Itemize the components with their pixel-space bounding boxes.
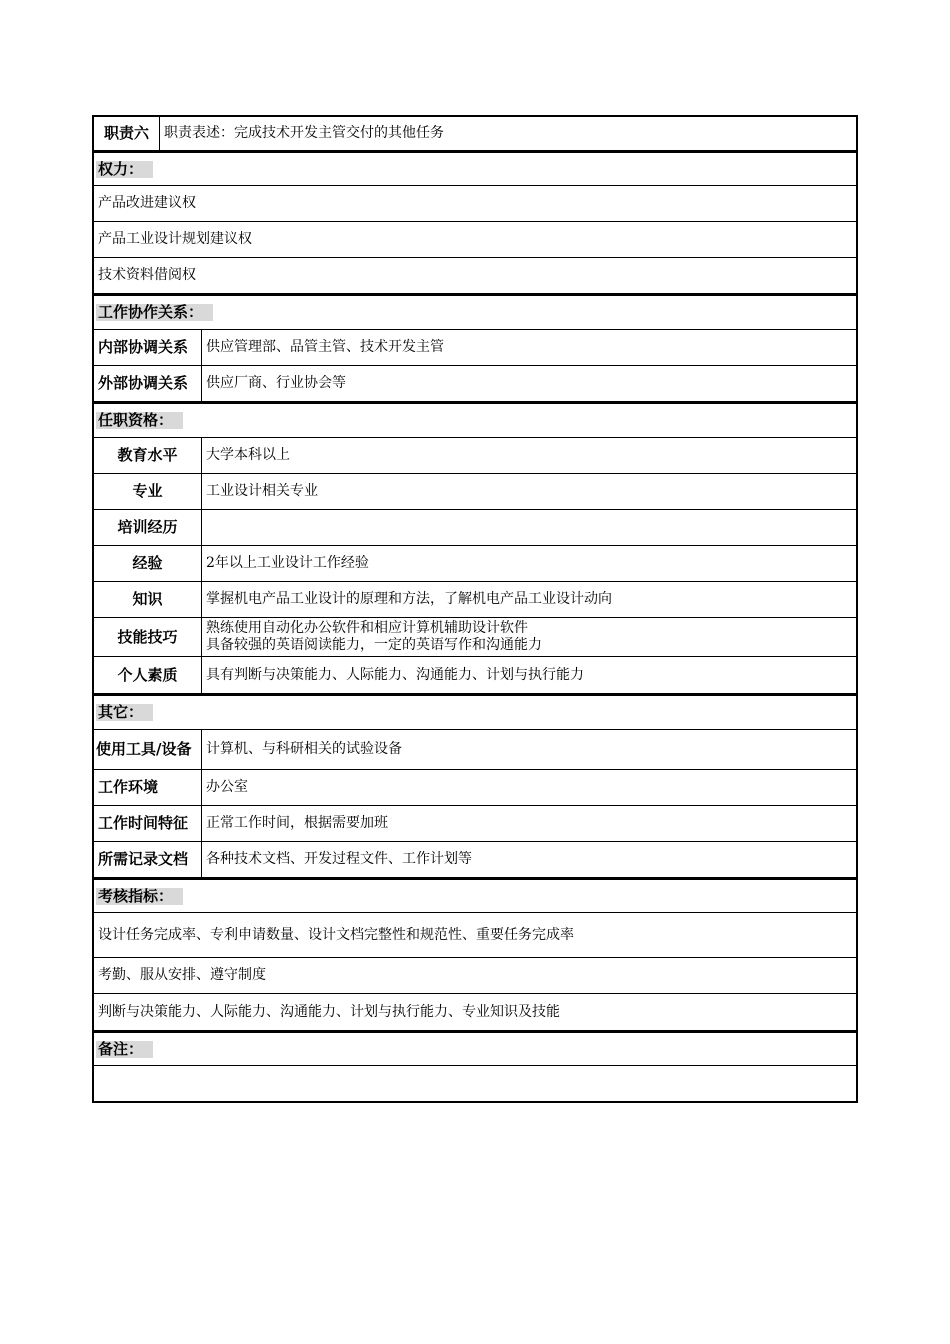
environment-value: 办公室 [206,779,248,795]
work-time-value: 正常工作时间，根据需要加班 [206,815,388,831]
knowledge-value: 掌握机电产品工业设计的原理和方法，了解机电产品工业设计动向 [206,591,612,607]
education-value: 大学本科以上 [206,447,290,463]
remarks-value [94,1066,856,1101]
experience-label: 经验 [94,546,202,581]
power-item-row [94,222,856,258]
external-relation-value: 供应厂商、行业协会等 [206,375,346,391]
remarks-heading-row [94,1031,856,1066]
remarks-row [94,1066,856,1103]
duty-row [94,115,856,151]
job-description-table [92,115,858,1103]
qualifications-heading: 任职资格： [96,412,183,429]
power-item-row [94,186,856,222]
qualifications-heading-row [94,402,856,438]
remarks-heading: 备注： [96,1041,153,1058]
relations-heading: 工作协作关系： [96,304,213,321]
external-relation-row [94,366,856,402]
duty-label: 职责六 [94,117,160,150]
qualities-label: 个人素质 [94,657,202,693]
assessment-heading-row [94,878,856,913]
education-row [94,438,856,474]
internal-relation-label: 内部协调关系 [94,330,202,365]
documents-row [94,842,856,878]
skills-row [94,618,856,657]
assessment-heading: 考核指标： [96,888,183,905]
skills-line: 具备较强的英语阅读能力，一定的英语写作和沟通能力 [206,637,542,653]
power-item: 产品工业设计规划建议权 [98,231,252,247]
others-heading: 其它： [96,704,153,721]
relations-heading-row [94,294,856,330]
internal-relation-row [94,330,856,366]
documents-value: 各种技术文档、开发过程文件、工作计划等 [206,851,472,867]
power-item-row [94,258,856,294]
major-label: 专业 [94,474,202,509]
powers-heading: 权力： [96,161,153,178]
training-row [94,510,856,546]
assessment-item: 考勤、服从安排、遵守制度 [98,967,266,983]
training-value [202,510,856,545]
work-time-row [94,806,856,842]
assessment-item: 判断与决策能力、人际能力、沟通能力、计划与执行能力、专业知识及技能 [98,1003,560,1020]
training-label: 培训经历 [94,510,202,545]
assessment-item: 设计任务完成率、专利申请数量、设计文档完整性和规范性、重要任务完成率 [98,926,574,943]
qualities-value: 具有判断与决策能力、人际能力、沟通能力、计划与执行能力 [206,666,584,683]
external-relation-label: 外部协调关系 [94,366,202,401]
others-heading-row [94,694,856,730]
internal-relation-value: 供应管理部、品管主管、技术开发主管 [206,339,444,355]
assessment-item-row [94,958,856,994]
tools-row [94,730,856,770]
power-item: 产品改进建议权 [98,195,196,211]
assessment-item-row [94,994,856,1031]
education-label: 教育水平 [94,438,202,473]
qualities-row [94,657,856,694]
knowledge-label: 知识 [94,582,202,617]
skills-label: 技能技巧 [94,618,202,656]
knowledge-row [94,582,856,618]
duty-description: 职责表述：完成技术开发主管交付的其他任务 [164,125,444,141]
powers-heading-row [94,151,856,186]
experience-row [94,546,856,582]
skills-line: 熟练使用自动化办公软件和相应计算机辅助设计软件 [206,620,528,636]
assessment-item-row [94,913,856,958]
environment-label: 工作环境 [94,770,202,805]
major-row [94,474,856,510]
skills-value [202,618,856,656]
documents-label: 所需记录文档 [94,842,202,877]
tools-label: 使用工具/设备 [94,730,202,769]
experience-value: 2年以上工业设计工作经验 [206,555,369,571]
major-value: 工业设计相关专业 [206,483,318,499]
power-item: 技术资料借阅权 [98,267,196,283]
tools-value: 计算机、与科研相关的试验设备 [206,741,402,757]
work-time-label: 工作时间特征 [94,806,202,841]
environment-row [94,770,856,806]
